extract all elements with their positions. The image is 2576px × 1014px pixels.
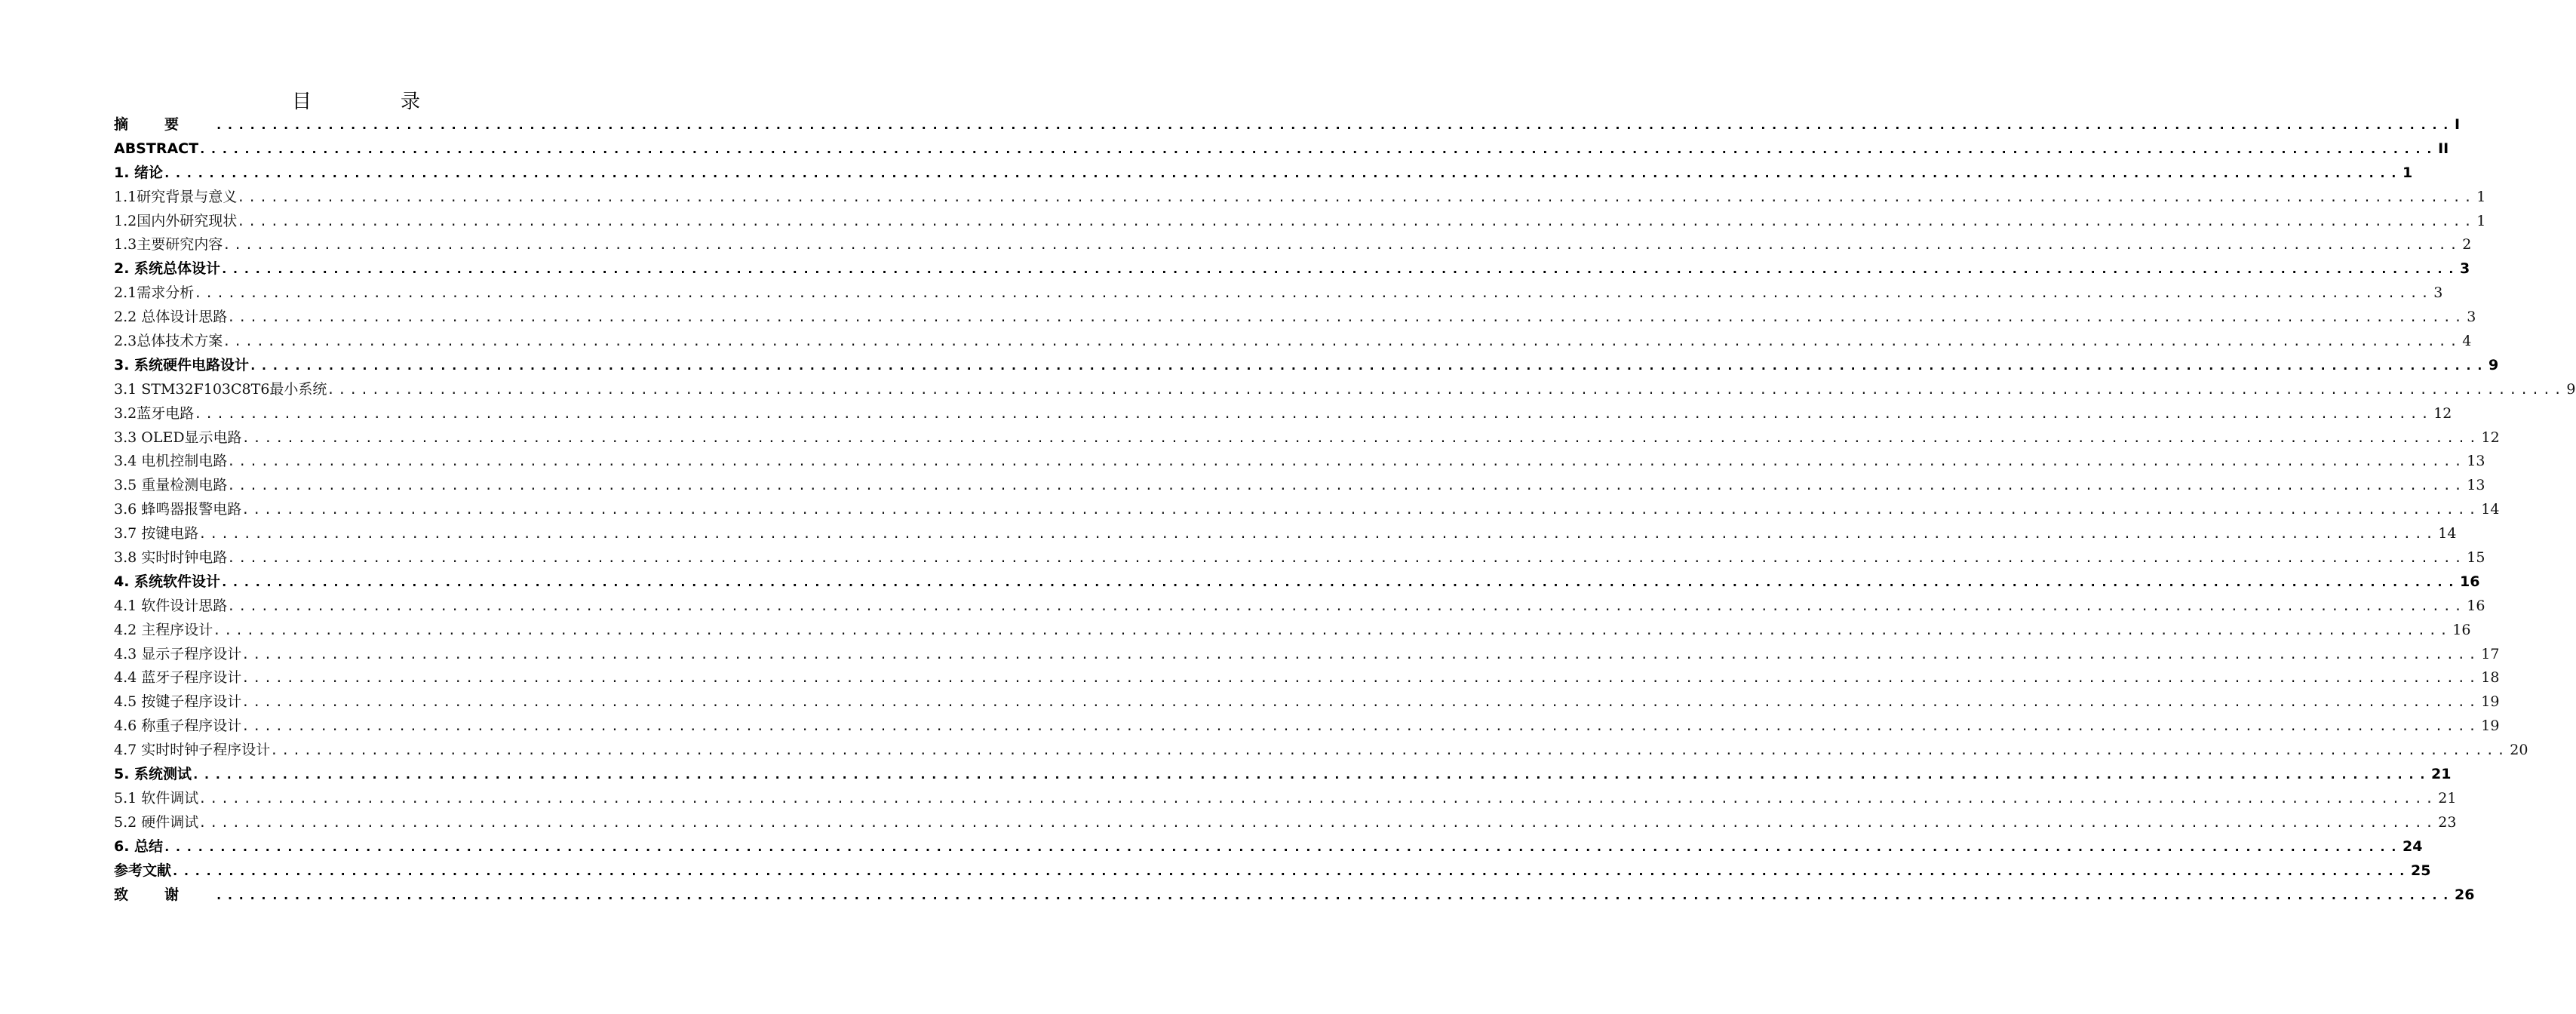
dot-leader: ........................................................................................................................................................................................................ xyxy=(241,647,2480,662)
toc-entry-label: 4.5 按键子程序设计 xyxy=(114,693,242,711)
toc-entry[interactable] xyxy=(114,330,2472,354)
toc-entry-page-number: 23 xyxy=(2438,813,2457,831)
toc-entry[interactable] xyxy=(114,186,2486,210)
toc-entry-page-number: 25 xyxy=(2411,862,2431,879)
dot-leader: ........................................................................................................................................................................................................ xyxy=(241,430,2480,446)
toc-entry-label: 4.7 实时时钟子程序设计 xyxy=(114,742,271,759)
toc-entry-page-number: 21 xyxy=(2438,789,2457,807)
toc-entry[interactable] xyxy=(114,570,2480,595)
toc-entry-label: 3. 系统硬件电路设计 xyxy=(114,356,250,373)
toc-entry-label: 3.4 电机控制电路 xyxy=(114,453,228,470)
dot-leader: ........................................................................................................................................................................................................ xyxy=(220,574,2459,590)
dot-leader: ........................................................................................................................................................................................................ xyxy=(215,887,2453,903)
toc-entry[interactable] xyxy=(114,546,2485,570)
toc-entry[interactable] xyxy=(114,595,2485,619)
dot-leader: ........................................................................................................................................................................................................ xyxy=(163,165,2402,181)
dot-leader: ........................................................................................................................................................................................................ xyxy=(227,598,2466,614)
toc-entry-label: 3.7 按键电路 xyxy=(114,525,199,542)
toc-entry-page-number: 13 xyxy=(2467,453,2485,470)
toc-entry[interactable] xyxy=(114,257,2470,281)
toc-entry[interactable] xyxy=(114,643,2500,667)
toc-entry-label: 1.3主要研究内容 xyxy=(114,236,223,254)
dot-leader: ........................................................................................................................................................................................................ xyxy=(270,743,2509,759)
toc-entry[interactable] xyxy=(114,883,2475,908)
dot-leader: ........................................................................................................................................................................................................ xyxy=(249,358,2488,373)
dot-leader: ........................................................................................................................................................................................................ xyxy=(194,286,2433,302)
toc-entry-label: ABSTRACT xyxy=(114,140,199,157)
toc-entry-page-number: 13 xyxy=(2467,477,2485,494)
toc-entry-label: 1.2国内外研究现状 xyxy=(114,212,238,229)
toc-entry-page-number: 9 xyxy=(2488,356,2499,373)
toc-entry-page-number: 16 xyxy=(2467,597,2485,614)
toc-entry-page-number: II xyxy=(2438,140,2449,157)
toc-entry[interactable] xyxy=(114,619,2471,643)
toc-entry-page-number: 1 xyxy=(2476,212,2486,229)
dot-leader: ........................................................................................................................................................................................................ xyxy=(227,551,2466,567)
toc-entry-label: 2. 系统总体设计 xyxy=(114,260,221,278)
toc-entry[interactable] xyxy=(114,450,2485,474)
dot-leader: ........................................................................................................................................................................................................ xyxy=(198,527,2437,542)
toc-entry-page-number: 12 xyxy=(2481,429,2500,446)
toc-entry[interactable] xyxy=(114,859,2431,883)
toc-entry-page-number: 3 xyxy=(2467,309,2476,326)
toc-entry-page-number: 14 xyxy=(2481,501,2500,518)
toc-entry-label: 4.1 软件设计思路 xyxy=(114,597,228,614)
toc-entry-page-number: 1 xyxy=(2403,164,2413,181)
toc-entry-label: 4.2 主程序设计 xyxy=(114,621,213,638)
toc-entry-page-number: 16 xyxy=(2452,621,2471,638)
toc-entry[interactable] xyxy=(114,522,2457,546)
toc-entry[interactable] xyxy=(114,690,2500,714)
toc-entry[interactable] xyxy=(114,354,2499,378)
toc-entry[interactable] xyxy=(114,787,2457,811)
toc-entry-label: 摘要 xyxy=(114,116,216,133)
toc-entry-page-number: 15 xyxy=(2467,549,2485,567)
toc-entry-label: 参考文献 xyxy=(114,862,172,879)
toc-entry-label: 2.1需求分析 xyxy=(114,284,195,302)
toc-entry-label: 致谢 xyxy=(114,886,216,903)
toc-entry[interactable] xyxy=(114,474,2485,498)
toc-entry-label: 5.2 硬件调试 xyxy=(114,813,199,831)
toc-entry-label: 5. 系统测试 xyxy=(114,766,192,783)
dot-leader: ........................................................................................................................................................................................................ xyxy=(227,478,2466,494)
toc-entry[interactable] xyxy=(114,739,2528,763)
toc-entry-page-number: 20 xyxy=(2510,742,2528,759)
toc-entry-page-number: 19 xyxy=(2481,717,2500,735)
dot-leader: ........................................................................................................................................................................................................ xyxy=(213,622,2452,638)
toc-entry[interactable] xyxy=(114,306,2476,330)
dot-leader: ........................................................................................................................................................................................................ xyxy=(215,118,2453,133)
toc-entry-label: 4.4 蓝牙子程序设计 xyxy=(114,669,242,687)
toc-entry-label: 3.2蓝牙电路 xyxy=(114,404,195,422)
toc-entry-label: 2.3总体技术方案 xyxy=(114,333,223,350)
toc-entry-label: 3.1 STM32F103C8T6最小系统 xyxy=(114,380,327,398)
toc-entry-label: 3.3 OLED显示电路 xyxy=(114,429,242,446)
toc-entry[interactable] xyxy=(114,161,2413,186)
toc-entry[interactable] xyxy=(114,402,2452,426)
dot-leader: ........................................................................................................................................................................................................ xyxy=(241,671,2480,687)
toc-entry[interactable] xyxy=(114,113,2461,137)
toc-entry-label: 3.5 重量检测电路 xyxy=(114,477,228,494)
dot-leader: ........................................................................................................................................................................................................ xyxy=(223,334,2461,350)
toc-entry-page-number: I xyxy=(2455,116,2461,133)
toc-entry[interactable] xyxy=(114,137,2449,161)
toc-list xyxy=(114,113,2576,907)
toc-entry[interactable] xyxy=(114,666,2500,690)
toc-entry-page-number: 26 xyxy=(2455,886,2475,903)
toc-entry-label: 4. 系统软件设计 xyxy=(114,573,221,590)
toc-entry-page-number: 19 xyxy=(2481,693,2500,711)
toc-entry[interactable] xyxy=(114,714,2500,739)
toc-entry-page-number: 2 xyxy=(2462,236,2472,254)
toc-entry[interactable] xyxy=(114,233,2472,257)
toc-entry-page-number: 18 xyxy=(2481,669,2500,687)
toc-entry[interactable] xyxy=(114,281,2443,306)
toc-entry[interactable] xyxy=(114,378,2576,402)
dot-leader: ........................................................................................................................................................................................................ xyxy=(198,815,2437,831)
dot-leader: ........................................................................................................................................................................................................ xyxy=(227,310,2466,326)
toc-entry[interactable] xyxy=(114,763,2452,787)
dot-leader: ........................................................................................................................................................................................................ xyxy=(163,839,2402,855)
toc-entry[interactable] xyxy=(114,210,2486,234)
toc-entry-page-number: 21 xyxy=(2431,766,2452,783)
toc-entry-page-number: 16 xyxy=(2460,573,2480,590)
dot-leader: ........................................................................................................................................................................................................ xyxy=(194,406,2433,422)
toc-entry-page-number: 17 xyxy=(2481,645,2500,662)
dot-leader: ........................................................................................................................................................................................................ xyxy=(198,791,2437,807)
toc-entry[interactable] xyxy=(114,498,2500,522)
toc-entry-page-number: 1 xyxy=(2476,188,2486,205)
toc-entry-page-number: 3 xyxy=(2460,260,2470,278)
toc-entry-page-number: 9 xyxy=(2566,380,2576,398)
toc-entry-page-number: 14 xyxy=(2438,525,2457,542)
dot-leader: ........................................................................................................................................................................................................ xyxy=(220,262,2459,278)
toc-entry-label: 2.2 总体设计思路 xyxy=(114,309,228,326)
dot-leader: ........................................................................................................................................................................................................ xyxy=(198,141,2437,157)
toc-entry-page-number: 4 xyxy=(2462,333,2472,350)
toc-entry-page-number: 24 xyxy=(2403,837,2423,855)
dot-leader: ........................................................................................................................................................................................................ xyxy=(171,863,2409,879)
toc-entry-label: 6. 总结 xyxy=(114,837,164,855)
toc-entry-label: 1. 绪论 xyxy=(114,164,164,181)
dot-leader: ........................................................................................................................................................................................................ xyxy=(192,767,2430,783)
toc-entry[interactable] xyxy=(114,811,2457,835)
dot-leader: ........................................................................................................................................................................................................ xyxy=(241,502,2480,518)
toc-entry-label: 1.1研究背景与意义 xyxy=(114,188,238,205)
toc-title: 目 录 xyxy=(291,91,455,113)
dot-leader: ........................................................................................................................................................................................................ xyxy=(327,382,2565,398)
toc-entry[interactable] xyxy=(114,426,2500,450)
toc-entry-label: 5.1 软件调试 xyxy=(114,789,199,807)
dot-leader: ........................................................................................................................................................................................................ xyxy=(241,719,2480,735)
dot-leader: ........................................................................................................................................................................................................ xyxy=(227,454,2466,470)
toc-entry[interactable] xyxy=(114,835,2423,859)
toc-entry-label: 4.3 显示子程序设计 xyxy=(114,645,242,662)
toc-entry-label: 3.8 实时时钟电路 xyxy=(114,549,228,567)
dot-leader: ........................................................................................................................................................................................................ xyxy=(237,189,2476,205)
toc-entry-page-number: 12 xyxy=(2433,404,2452,422)
dot-leader: ........................................................................................................................................................................................................ xyxy=(241,695,2480,711)
toc-entry-label: 4.6 称重子程序设计 xyxy=(114,717,242,735)
toc-entry-label: 3.6 蜂鸣器报警电路 xyxy=(114,501,242,518)
toc-entry-page-number: 3 xyxy=(2433,284,2443,302)
dot-leader: ........................................................................................................................................................................................................ xyxy=(237,214,2476,229)
dot-leader: ........................................................................................................................................................................................................ xyxy=(223,238,2461,254)
